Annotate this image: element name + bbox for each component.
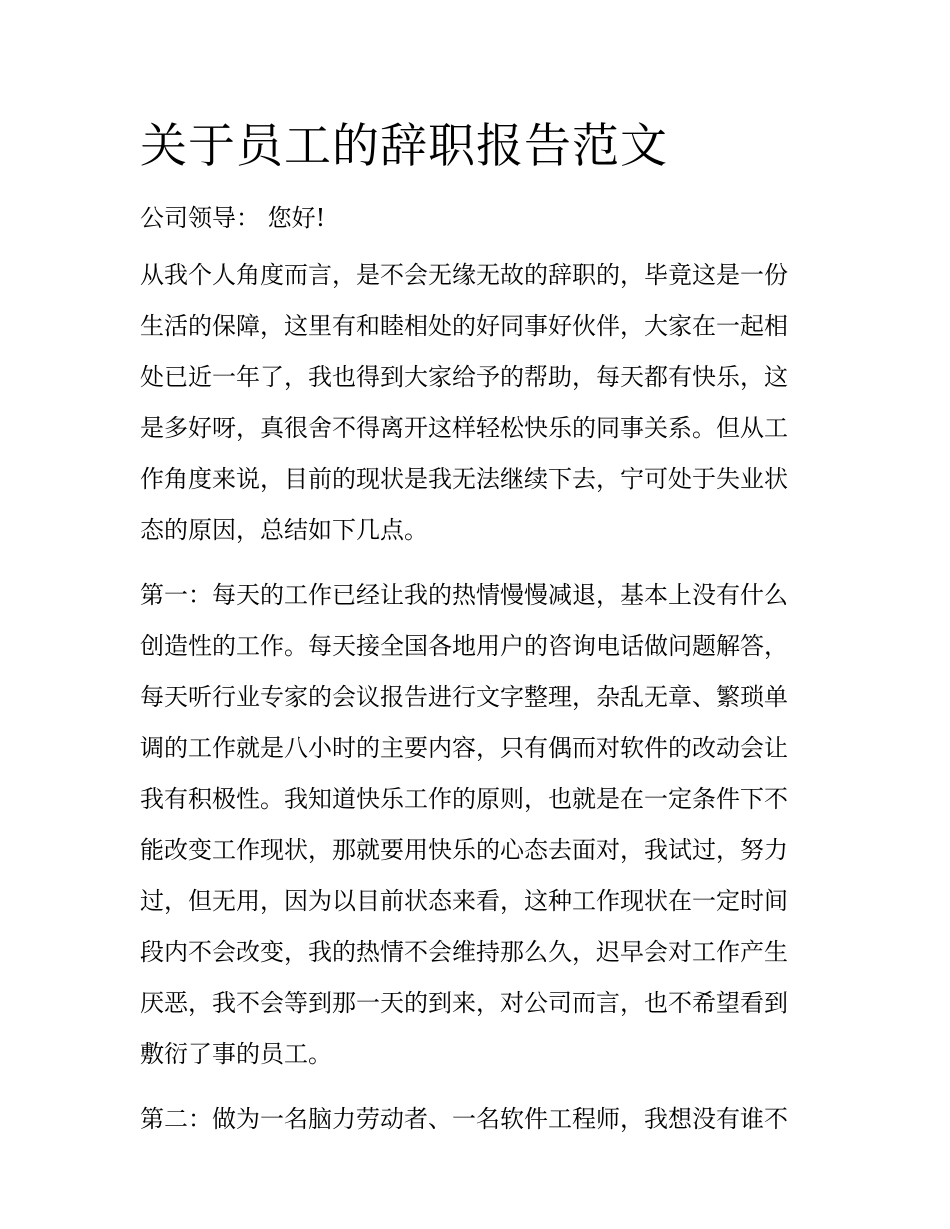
document-title: 关于员工的辞职报告范文: [140, 119, 668, 174]
paragraph-first-point: [140, 570, 812, 1080]
text-line: 第一：每天的工作已经让我的热情慢慢减退，基本上没有什么: [140, 581, 788, 609]
document-body: [140, 112, 812, 1145]
text-line: 是多好呀，真很舍不得离开这样轻松快乐的同事关系。但从工: [140, 414, 788, 442]
paragraph-second-point: [140, 1094, 812, 1145]
text-line: 能改变工作现状，那就要用快乐的心态去面对，我试过，努力: [140, 836, 788, 864]
text-line: 段内不会改变，我的热情不会维持那么久，迟早会对工作产生: [140, 938, 788, 966]
text-line: 敷衍了事的员工。: [140, 1040, 332, 1068]
text-line: 我有积极性。我知道快乐工作的原则，也就是在一定条件下不: [140, 785, 788, 813]
text-line: 作角度来说，目前的现状是我无法继续下去，宁可处于失业状: [140, 465, 788, 493]
text-line: 第二：做为一名脑力劳动者、一名软件工程师，我想没有谁不: [140, 1105, 788, 1133]
text-line: 厌恶，我不会等到那一天的到来，对公司而言，也不希望看到: [140, 989, 788, 1017]
paragraph-intro: [140, 250, 812, 556]
text-line: 每天听行业专家的会议报告进行文字整理，杂乱无章、繁琐单: [140, 683, 788, 711]
text-line: 态的原因，总结如下几点。: [140, 516, 428, 544]
text-line: 过，但无用，因为以目前状态来看，这种工作现状在一定时间: [140, 887, 788, 915]
text-line: 创造性的工作。每天接全国各地用户的咨询电话做问题解答，: [140, 632, 788, 660]
text-line: 处已近一年了，我也得到大家给予的帮助，每天都有快乐，这: [140, 363, 788, 391]
text-line: 调的工作就是八小时的主要内容，只有偶而对软件的改动会让: [140, 734, 788, 762]
text-line: 生活的保障，这里有和睦相处的好同事好伙伴，大家在一起相: [140, 312, 788, 340]
greeting-line: 公司领导： 您好!: [140, 204, 326, 232]
text-line: 从我个人角度而言，是不会无缘无故的辞职的，毕竟这是一份: [140, 261, 788, 289]
